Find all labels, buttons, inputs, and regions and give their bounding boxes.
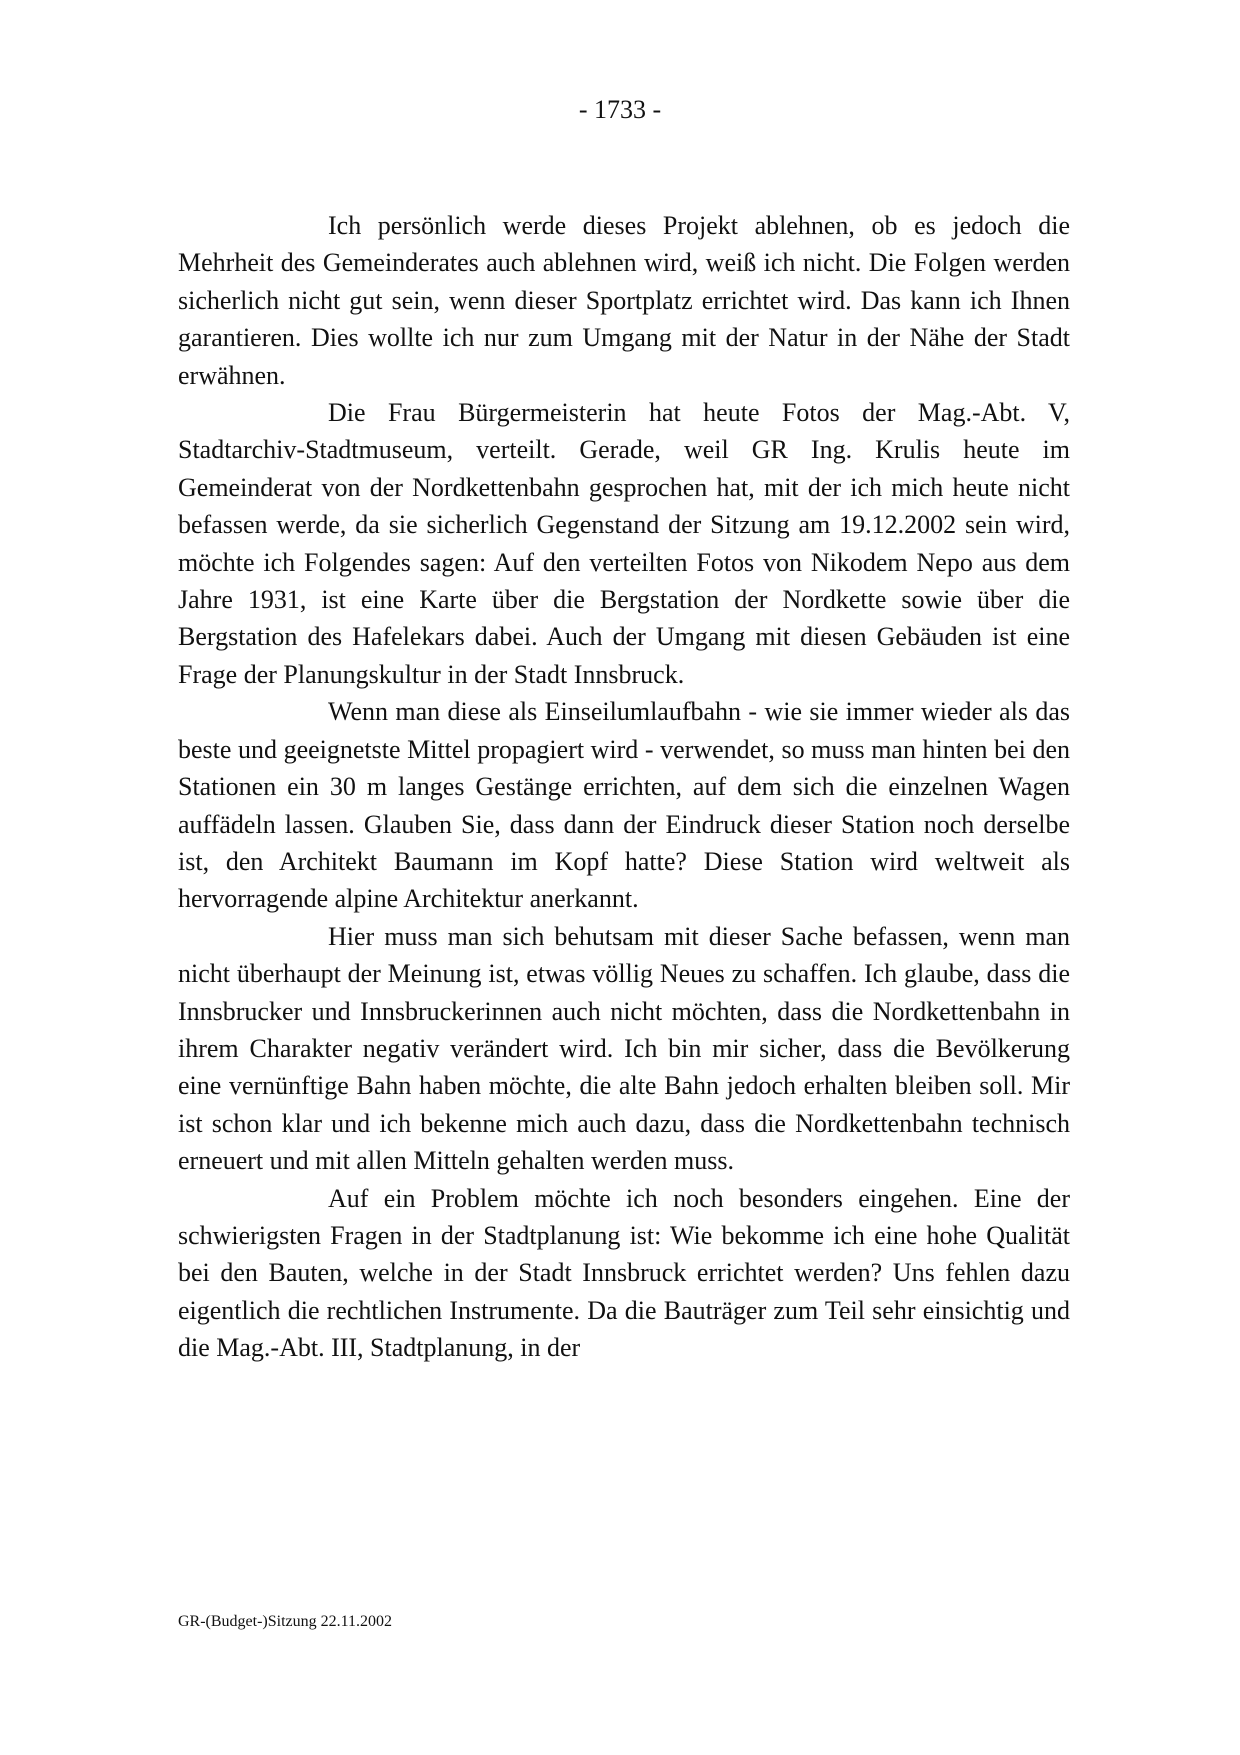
paragraph: Auf ein Problem möchte ich noch besonders eingehen. Eine der schwierigsten Fragen in der Stadtplanung ist: Wie bekomme ich eine hohe Qualität bei den Bauten, welche in der Stadt Innsbruck errichtet werden? Uns fehlen dazu eigentlich die rechtlichen Instrumente. Da die Bauträger zum Teil sehr einsichtig und die Mag.-Abt. III, Stadtplanung, in der [178,1183,1070,1363]
paragraph: Die Frau Bürgermeisterin hat heute Fotos der Mag.-Abt. V, Stadtarchiv-Stadtmuseum, verteilt. Gerade, weil GR Ing. Krulis heute im Gemeinderat von der Nordkettenbahn gesprochen hat, mit der ich mich heute nicht befassen werde, da sie sicherlich Gegenstand der Sitzung am 19.12.2002 sein wird, möchte ich Folgendes sagen: Auf den verteilten Fotos von Nikodem Nepo aus dem Jahre 1931, ist eine Karte über die Bergstation der Nordkette sowie über die Bergstation des Hafelekars dabei. Auch der Umgang mit diesen Gebäuden ist eine Frage der Planungskultur in der Stadt Innsbruck. [178,398,1070,689]
paragraph: Ich persönlich werde dieses Projekt ablehnen, ob es jedoch die Mehrheit des Gemeinderates auch ablehnen wird, weiß ich nicht. Die Folgen werden sicherlich nicht gut sein, wenn dieser Sportplatz errichtet wird. Das kann ich Ihnen garantieren. Dies wollte ich nur zum Umgang mit der Natur in der Nähe der Stadt erwähnen. [178,211,1070,390]
document-body [178,207,1070,1367]
page-number: - 1733 - [578,95,662,124]
page-footer: GR-(Budget-)Sitzung 22.11.2002 [178,1613,393,1630]
paragraph: Wenn man diese als Einseilumlaufbahn - wie sie immer wieder als das beste und geeignetste Mittel propagiert wird - verwendet, so muss man hinten bei den Stationen ein 30 m langes Gestänge errichten, auf dem sich die einzelnen Wagen auffädeln lassen. Glauben Sie, dass dann der Eindruck dieser Station noch derselbe ist, den Architekt Baumann im Kopf hatte? Diese Station wird weltweit als hervorragende alpine Architektur anerkannt. [178,697,1070,914]
paragraph: Hier muss man sich behutsam mit dieser Sache befassen, wenn man nicht überhaupt der Meinung ist, etwas völlig Neues zu schaffen. Ich glaube, dass die Innsbrucker und Innsbruckerinnen auch nicht möchten, dass die Nordkettenbahn in ihrem Charakter negativ verändert wird. Ich bin mir sicher, dass die Bevölkerung eine vernünftige Bahn haben möchte, die alte Bahn jedoch erhalten bleiben soll. Mir ist schon klar und ich bekenne mich auch dazu, dass die Nordkettenbahn technisch erneuert und mit allen Mitteln gehalten werden muss. [178,921,1070,1176]
